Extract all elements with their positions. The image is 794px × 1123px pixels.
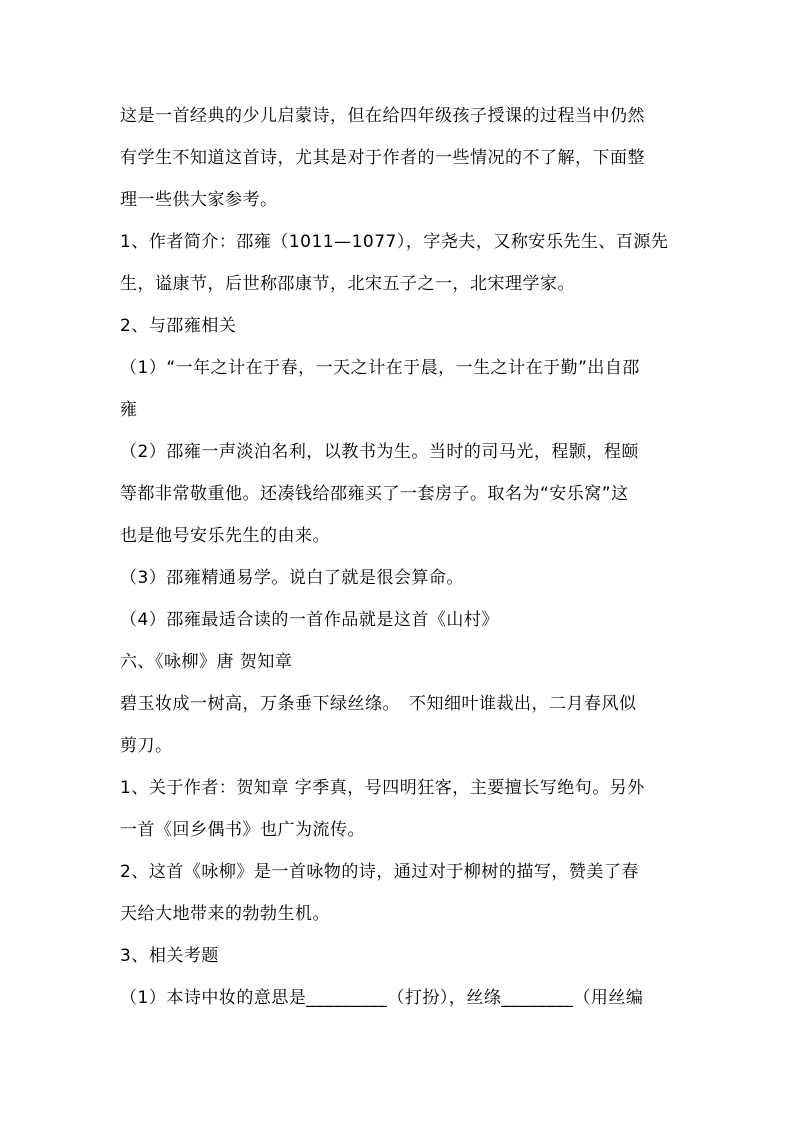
text-line: （4）邵雍最适合读的一首作品就是这首《山村》 [120,610,499,630]
poem-line: 碧玉妆成一树高，万条垂下绿丝绦。 不知细叶谁裁出，二月春风似 [120,694,637,714]
text-line: 2、这首《咏柳》是一首咏物的诗，通过对于柳树的描写，赞美了春 [120,862,639,882]
poem-line: 剪刀。 [120,736,173,756]
text-line: 1、作者简介：邵雍（1011—1077），字尧夫，又称安乐先生、百源先 [120,232,669,252]
text-line: 天给大地带来的勃勃生机。 [120,904,330,924]
question-line: （1）本诗中妆的意思是_________（打扮），丝绦________（用丝编 [120,988,644,1008]
text-line: （1）“一年之计在于春，一天之计在于晨，一生之计在于勤”出自邵 [120,358,640,378]
text-line: 有学生不知道这首诗，尤其是对于作者的一些情况的不了解，下面整 [120,148,645,168]
text-line: 也是他号安乐先生的由来。 [120,526,330,546]
text-line: （2）邵雍一声淡泊名利，以教书为生。当时的司马光，程颢，程颐 [120,442,639,462]
document-page [120,95,680,1019]
text-line: 这是一首经典的少儿启蒙诗，但在给四年级孩子授课的过程当中仍然 [120,106,645,126]
text-line: 理一些供大家参考。 [120,190,278,210]
section-heading: 六、《咏柳》唐 贺知章 [120,652,293,672]
text-line: （3）邵雍精通易学。说白了就是很会算命。 [120,568,464,588]
section-heading: 3、相关考题 [120,946,219,966]
section-heading: 2、与邵雍相关 [120,316,237,336]
text-line: 一首《回乡偶书》也广为流传。 [120,820,365,840]
text-line: 1、关于作者：贺知章 字季真，号四明狂客，主要擅长写绝句。另外 [120,778,645,798]
text-line: 等都非常敬重他。还凑钱给邵雍买了一套房子。取名为“安乐窝”这 [120,484,629,504]
text-line: 雍 [120,400,138,420]
text-line: 生，谥康节，后世称邵康节，北宋五子之一，北宋理学家。 [120,274,575,294]
